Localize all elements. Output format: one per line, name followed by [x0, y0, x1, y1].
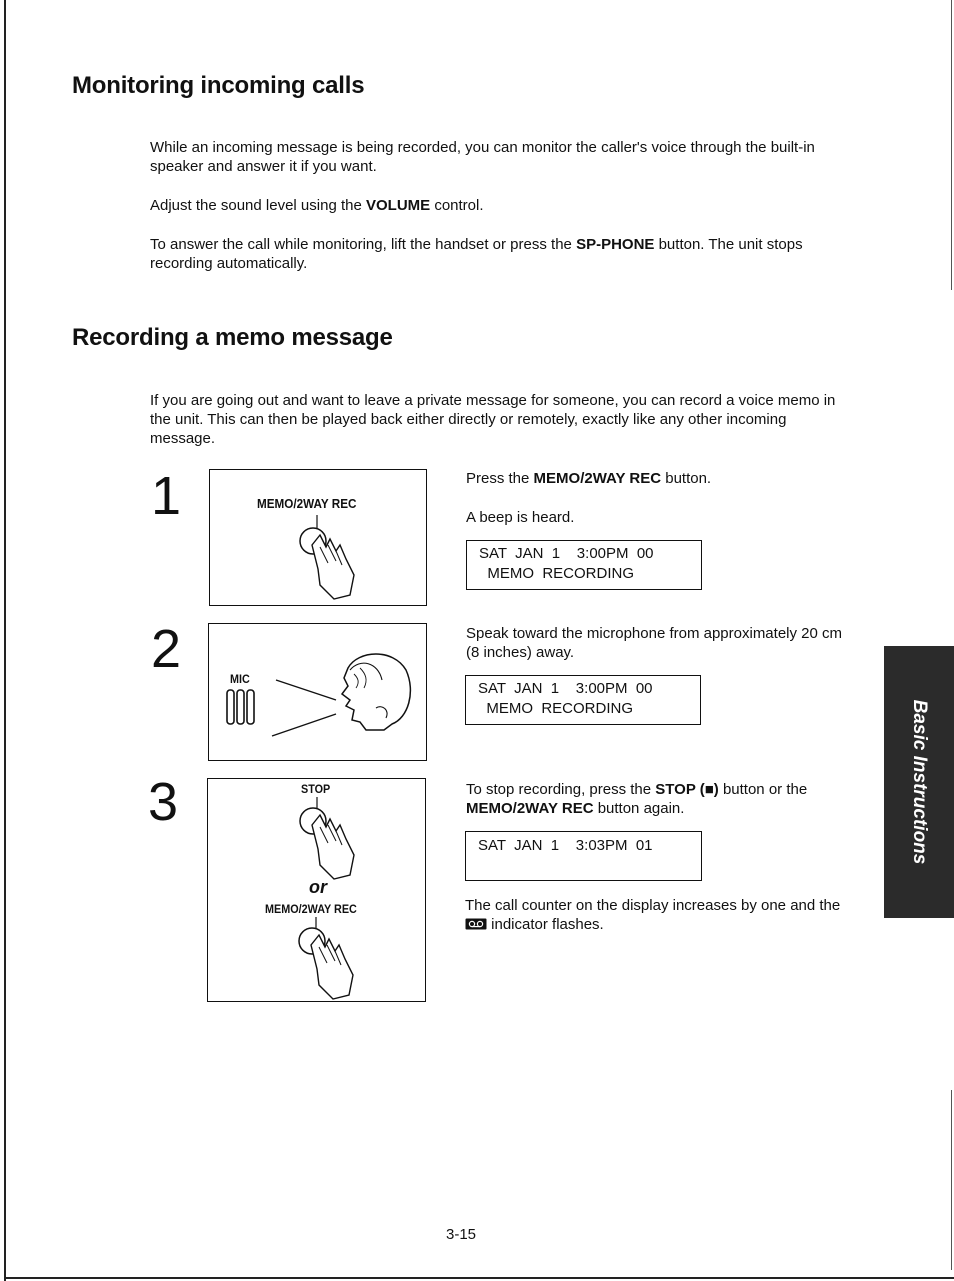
- finger-press-icon: [291, 917, 361, 1001]
- tape-indicator-icon: [465, 918, 487, 930]
- finger-press-icon: [292, 797, 362, 881]
- step3-note: The call counter on the display increases by one and the indicator flashes.: [465, 897, 841, 933]
- section-title-monitoring: Monitoring incoming calls: [72, 72, 365, 99]
- lcd-display: SAT JAN 1 3:00PM 00 MEMO RECORDING: [465, 675, 701, 725]
- page-number: 3-15: [446, 1226, 477, 1243]
- step3-instruction: To stop recording, press the STOP (■) button or the MEMO/2WAY REC button again.: [466, 781, 808, 817]
- finger-press-icon: [290, 515, 360, 605]
- step-number: 3: [148, 772, 179, 832]
- button-label-memo-2way-rec: MEMO/2WAY REC: [265, 902, 357, 916]
- page-edge-right: [951, 0, 952, 290]
- microphone-icon: [226, 688, 258, 728]
- page-edge-bottom: [4, 1277, 954, 1279]
- paragraph: To answer the call while monitoring, lift the handset or press the SP-PHONE button. The unit stops recording automatically.: [150, 236, 803, 272]
- step1-note: A beep is heard.: [466, 509, 575, 526]
- speaking-person-icon: [268, 648, 413, 743]
- side-tab-basic-instructions: [884, 646, 954, 918]
- mic-label: MIC: [230, 672, 250, 686]
- paragraph: If you are going out and want to leave a private message for someone, you can record a voice memo in the unit. This can then be played back either directly or remotely, exactly like any other incoming message.: [150, 392, 836, 447]
- step-number: 2: [151, 619, 182, 679]
- page-edge-left: [4, 0, 6, 1281]
- button-label-memo-2way-rec: MEMO/2WAY REC: [257, 496, 357, 511]
- side-tab-label: Basic Instructions: [909, 699, 930, 865]
- section-title-recording-memo: Recording a memo message: [72, 324, 393, 351]
- step1-instruction: Press the MEMO/2WAY REC button.: [466, 470, 712, 487]
- page-edge-right: [951, 1090, 952, 1270]
- or-label: or: [309, 877, 327, 897]
- step2-instruction: Speak toward the microphone from approximately 20 cm (8 inches) away.: [466, 625, 843, 661]
- paragraph: Adjust the sound level using the VOLUME control.: [150, 197, 484, 214]
- paragraph: While an incoming message is being recorded, you can monitor the caller's voice through the built-in speaker and answer it if you want.: [150, 139, 815, 175]
- step-number: 1: [151, 466, 182, 526]
- lcd-display: SAT JAN 1 3:03PM 01: [465, 831, 702, 881]
- lcd-display: SAT JAN 1 3:00PM 00 MEMO RECORDING: [466, 540, 702, 590]
- button-label-stop: STOP: [301, 782, 331, 796]
